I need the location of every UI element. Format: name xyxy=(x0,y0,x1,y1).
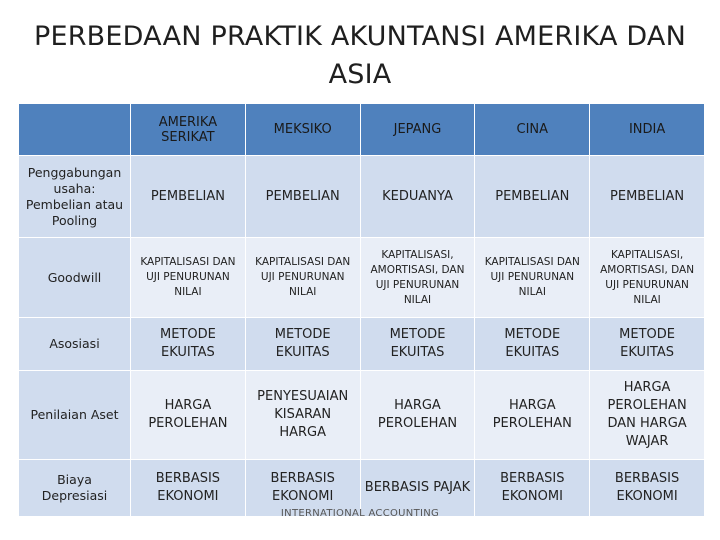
table-cell: PEMBELIAN xyxy=(245,156,360,238)
row-label: Asosiasi xyxy=(19,318,131,371)
row-label: Goodwill xyxy=(19,238,131,318)
column-header-india: INDIA xyxy=(590,104,705,156)
table-cell: METODE EKUITAS xyxy=(475,318,590,371)
table-cell: HARGA PEROLEHAN xyxy=(131,371,246,460)
table-cell: PENYESUAIAN KISARAN HARGA xyxy=(245,371,360,460)
table-cell: BERBASIS EKONOMI xyxy=(245,460,360,517)
comparison-table xyxy=(18,103,705,517)
column-header-jepang: JEPANG xyxy=(360,104,475,156)
column-header-meksiko: MEKSIKO xyxy=(245,104,360,156)
table-cell: KEDUANYA xyxy=(360,156,475,238)
table-cell: BERBASIS EKONOMI xyxy=(131,460,246,517)
table-cell: PEMBELIAN xyxy=(475,156,590,238)
table-cell: BERBASIS PAJAK xyxy=(360,460,475,517)
row-label: Penilaian Aset xyxy=(19,371,131,460)
table-cell: PEMBELIAN xyxy=(590,156,705,238)
table-cell: BERBASIS EKONOMI xyxy=(475,460,590,517)
row-label: Penggabungan usaha: Pembelian atau Pooling xyxy=(19,156,131,238)
slide-title: PERBEDAAN PRAKTIK AKUNTANSI AMERIKA DAN ASIA xyxy=(33,21,687,90)
table-row-asosiasi xyxy=(19,318,705,371)
table-row-penggabungan-usaha xyxy=(19,156,705,238)
header-corner-cell xyxy=(19,104,131,156)
footer-text: INTERNATIONAL ACCOUNTING xyxy=(280,508,440,519)
row-label: Biaya Depresiasi xyxy=(19,460,131,517)
table-cell: KAPITALISASI DAN UJI PENURUNAN NILAI xyxy=(475,238,590,318)
table-cell: METODE EKUITAS xyxy=(131,318,246,371)
table-cell: KAPITALISASI, AMORTISASI, DAN UJI PENURUNAN NILAI xyxy=(360,238,475,318)
table-cell: METODE EKUITAS xyxy=(360,318,475,371)
table-cell: HARGA PEROLEHAN xyxy=(360,371,475,460)
table-cell: PEMBELIAN xyxy=(131,156,246,238)
table-cell: KAPITALISASI, AMORTISASI, DAN UJI PENURUNAN NILAI xyxy=(590,238,705,318)
table-header-row xyxy=(19,104,705,156)
table-cell: KAPITALISASI DAN UJI PENURUNAN NILAI xyxy=(245,238,360,318)
table-row-goodwill xyxy=(19,238,705,318)
table-cell: METODE EKUITAS xyxy=(590,318,705,371)
table-cell: HARGA PEROLEHAN xyxy=(475,371,590,460)
column-header-cina: CINA xyxy=(475,104,590,156)
table-cell: KAPITALISASI DAN UJI PENURUNAN NILAI xyxy=(131,238,246,318)
table-cell: HARGA PEROLEHAN DAN HARGA WAJAR xyxy=(590,371,705,460)
table-row-penilaian-aset xyxy=(19,371,705,460)
table-cell: METODE EKUITAS xyxy=(245,318,360,371)
column-header-amerika-serikat: AMERIKA SERIKAT xyxy=(131,104,246,156)
table-cell: BERBASIS EKONOMI xyxy=(590,460,705,517)
